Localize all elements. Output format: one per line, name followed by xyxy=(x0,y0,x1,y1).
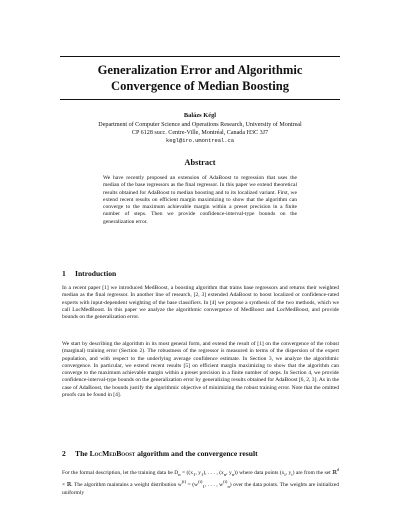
section-2-title-suffix: algorithm and the convergence result xyxy=(135,449,258,458)
s2-sub-1b: 1 xyxy=(200,471,204,477)
section-1-title: Introduction xyxy=(75,269,117,278)
title-line-2: Convergence of Median Boosting xyxy=(110,79,290,93)
s2-sup-t1: (t) xyxy=(181,479,187,485)
s2-sub-n: n xyxy=(178,471,181,477)
affiliation-line-1: Department of Computer Science and Operations Research, University of Montreal xyxy=(98,122,302,128)
s2-text-g: ), . . . , (x xyxy=(203,469,224,476)
s2-text-c: = ((x xyxy=(180,469,194,476)
s2-sub-ia: i xyxy=(284,471,286,477)
title-top-rule xyxy=(60,56,340,57)
author-affiliation xyxy=(40,121,360,146)
s2-sub-nc: n xyxy=(227,484,230,490)
s2-sub-1c: 1 xyxy=(202,484,205,490)
author-name: Balázs Kégl xyxy=(183,112,217,119)
s2-text-s: = (w xyxy=(186,482,199,489)
section-2-paragraph-1 xyxy=(62,466,339,498)
section-2-title-algorithm: LocMedBoost xyxy=(89,449,136,458)
s2-sub-ib: i xyxy=(291,471,293,477)
s2-text-k: )) where data points (x xyxy=(234,469,285,476)
s2-sup-d: d xyxy=(336,467,339,472)
paper-title xyxy=(40,62,360,94)
section-2-number: 2 xyxy=(62,449,66,458)
section-1-heading xyxy=(62,269,116,278)
affiliation-line-2: CP 6128 succ. Centre-Ville, Montréal, Canada H3C 3J7 xyxy=(131,130,269,137)
s2-sup-t2: (t) xyxy=(198,479,203,485)
section-1-paragraph-2: We start by describing the algorithm in its most general form, and extend the result of [1] on the convergence of the robust (marginal) training error (Section 2). The robustness of the regressor is measured in terms of the dispersion of the expert population, and with respect to the underlying average confidence estimate. In Section 3, we analyze the algorithmic convergence. In particular, we extend recent results [5] on efficient margin maximizing to show that the algorithm can converge to the maximum achievable margin within a preset precision in a finite number of steps. In Section 4, we provide confidence-interval-type bounds on the generalization error by generalizing results obtained for AdaBoost [6, 2, 3]. As in the case of AdaBoost, the bounds justify the algorithmic objective of minimizing the robust training error. Note that the omitted proofs can be found in [4]. xyxy=(62,341,339,398)
section-2-heading xyxy=(62,449,258,458)
author-email: kegl@iro.umontreal.ca xyxy=(166,138,234,145)
s2-sub-nb: n xyxy=(231,471,235,477)
s2-text-o: ) are from the set ℝ xyxy=(292,469,337,476)
s2-text-a: For the formal description, let the training data be D xyxy=(62,469,179,476)
title-bottom-rule xyxy=(60,99,340,100)
s2-text-q: × ℝ. The algorithm maintains a weight distribution w xyxy=(62,482,182,489)
s2-sub-1a: 1 xyxy=(193,471,196,477)
s2-text-i: , y xyxy=(226,469,232,476)
section-2-title-prefix: The xyxy=(75,449,90,458)
s2-sup-t3: (t) xyxy=(223,479,228,485)
section-1-number: 1 xyxy=(62,269,66,278)
abstract-text: We have recently proposed an extension of AdaBoost to regression that uses the median of the base regressors as the final regressor. In this paper we extend theoretical results obtained for AdaBoost to median boosting and to its localized variant. First, we extend recent results on efficient margin maximizing to show that the algorithm can converge to the maximum achievable margin within a preset precision in a finite number of steps. Then we provide confidence-interval-type bounds on the generalization error. xyxy=(103,175,297,225)
title-line-1: Generalization Error and Algorithmic xyxy=(97,63,303,77)
s2-text-m: , y xyxy=(285,469,292,476)
s2-text-y: ) over the data points. The weights are initialized uniformly xyxy=(62,482,339,497)
s2-sub-na: n xyxy=(223,471,227,477)
s2-text-v: , . . . , w xyxy=(204,482,224,489)
section-1-paragraph-1: In a recent paper [1] we introduced MedBoost, a boosting algorithm that trains base regressors and returns their weighted median as the final regressor. In another line of research, [2, 3] extended AdaBoost to boost localized or confidence-rated experts with input-dependent weighting of the base classifiers. In [4] we propose a synthesis of the two methods, which we call LocMedBoost. In this paper we analyze the algorithmic convergence of MedBoost and LocMedBoost, and provide bounds on the generalization error. xyxy=(62,285,339,320)
s2-text-e: , y xyxy=(195,469,201,476)
abstract-heading: Abstract xyxy=(184,158,216,167)
